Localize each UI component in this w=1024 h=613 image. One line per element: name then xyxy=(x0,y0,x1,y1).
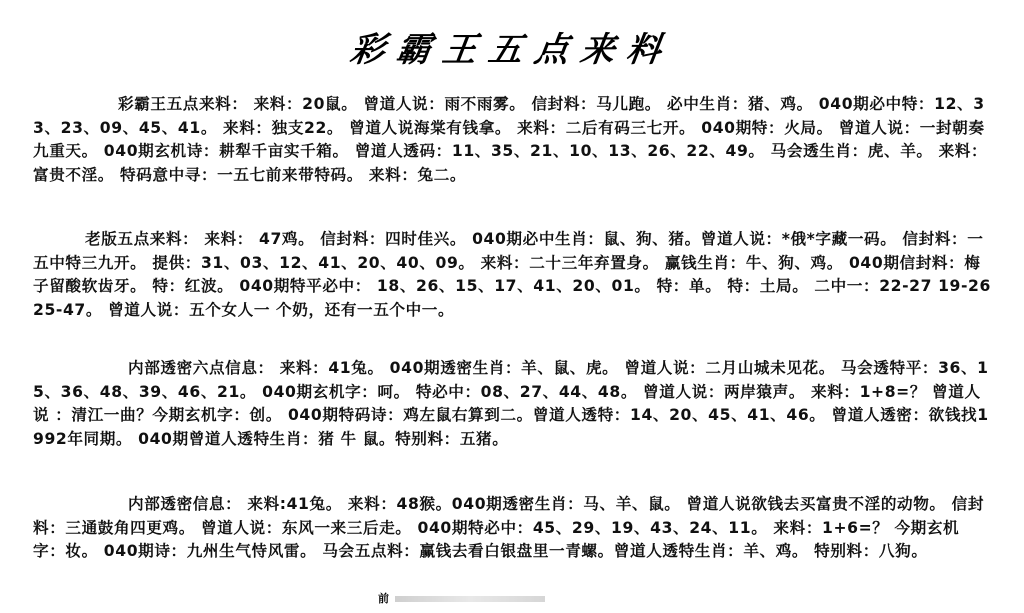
section-caibawang-five-point: 彩霸王五点来料： 来料：20鼠。 曾道人说：雨不雨雾。 信封料：马儿跑。 必中生肖：猪、鸡。 040期必中特：12、33、23、09、45、41。 来料：独支22。 曾道人说海棠有钱拿。 来料：二后有码三七开。 040期特：火局。 曾道人说：一封朝奏九重天。 040期玄机诗：耕犁千亩实千箱。 曾道人透码：11、35、21、10、13、26、22、49。 马会透生肖：虎、羊。 来料：富贵不淫。 特码意中寻：一五七前来带特码。 来料：兔二。 xyxy=(33,95,988,184)
section-internal-six-point: 内部透密六点信息： 来料：41兔。 040期透密生肖：羊、鼠、虎。 曾道人说：二月山城未见花。 马会透特平：36、15、36、48、39、46、21。 040期玄机字：呵。 特必中：08、27、44、48。 曾道人说：两岸猿声。 来料：1+8=？ 曾道人说 ：清江一曲？今期玄机字：创。 040期特码诗：鸡左鼠右算到二。曾道人透特：14、20、45、41、46。 曾道人透密：欲钱找1992年同期。 040期曾道人透特生肖：猪 牛 鼠。特别料：五猪。 xyxy=(33,359,989,448)
page-title: 彩霸王五点来料 xyxy=(347,30,676,70)
blurred-watermark xyxy=(395,596,545,602)
section-old-version-five-point: 老版五点来料： 来料： 47鸡。 信封料：四时佳兴。 040期必中生肖：鼠、狗、猪。曾道人说：*俄*字藏一码。 信封料：一五中特三九开。 提供：31、03、12、41、20、40、09。 来料：二十三年弃置身。 赢钱生肖：牛、狗、鸡。 040期信封料：梅子留酸软齿牙。 特：红波。 040期特平必中： 18、26、15、17、41、20、01。 特：单。 特：土局。 二中一：22-27 19-26 25-47。 曾道人说：五个女人一 个奶，还有一五个中一。 xyxy=(33,230,991,319)
footer-label: 前 xyxy=(378,592,389,605)
section-internal-info: 内部透密信息： 来料:41兔。 来料：48猴。040期透密生肖：马、羊、鼠。 曾道人说欲钱去买富贵不淫的动物。 信封料：三通鼓角四更鸡。 曾道人说：东风一来三后走。 040期特必中：45、29、19、43、24、11。 来料：1+6=？ 今期玄机字：妆。 040期诗：九州生气恃风雷。 马会五点料：赢钱去看白银盘里一青螺。曾道人透特生肖：羊、鸡。 特别料：八狗。 xyxy=(33,495,985,561)
footer-watermark xyxy=(378,590,545,606)
